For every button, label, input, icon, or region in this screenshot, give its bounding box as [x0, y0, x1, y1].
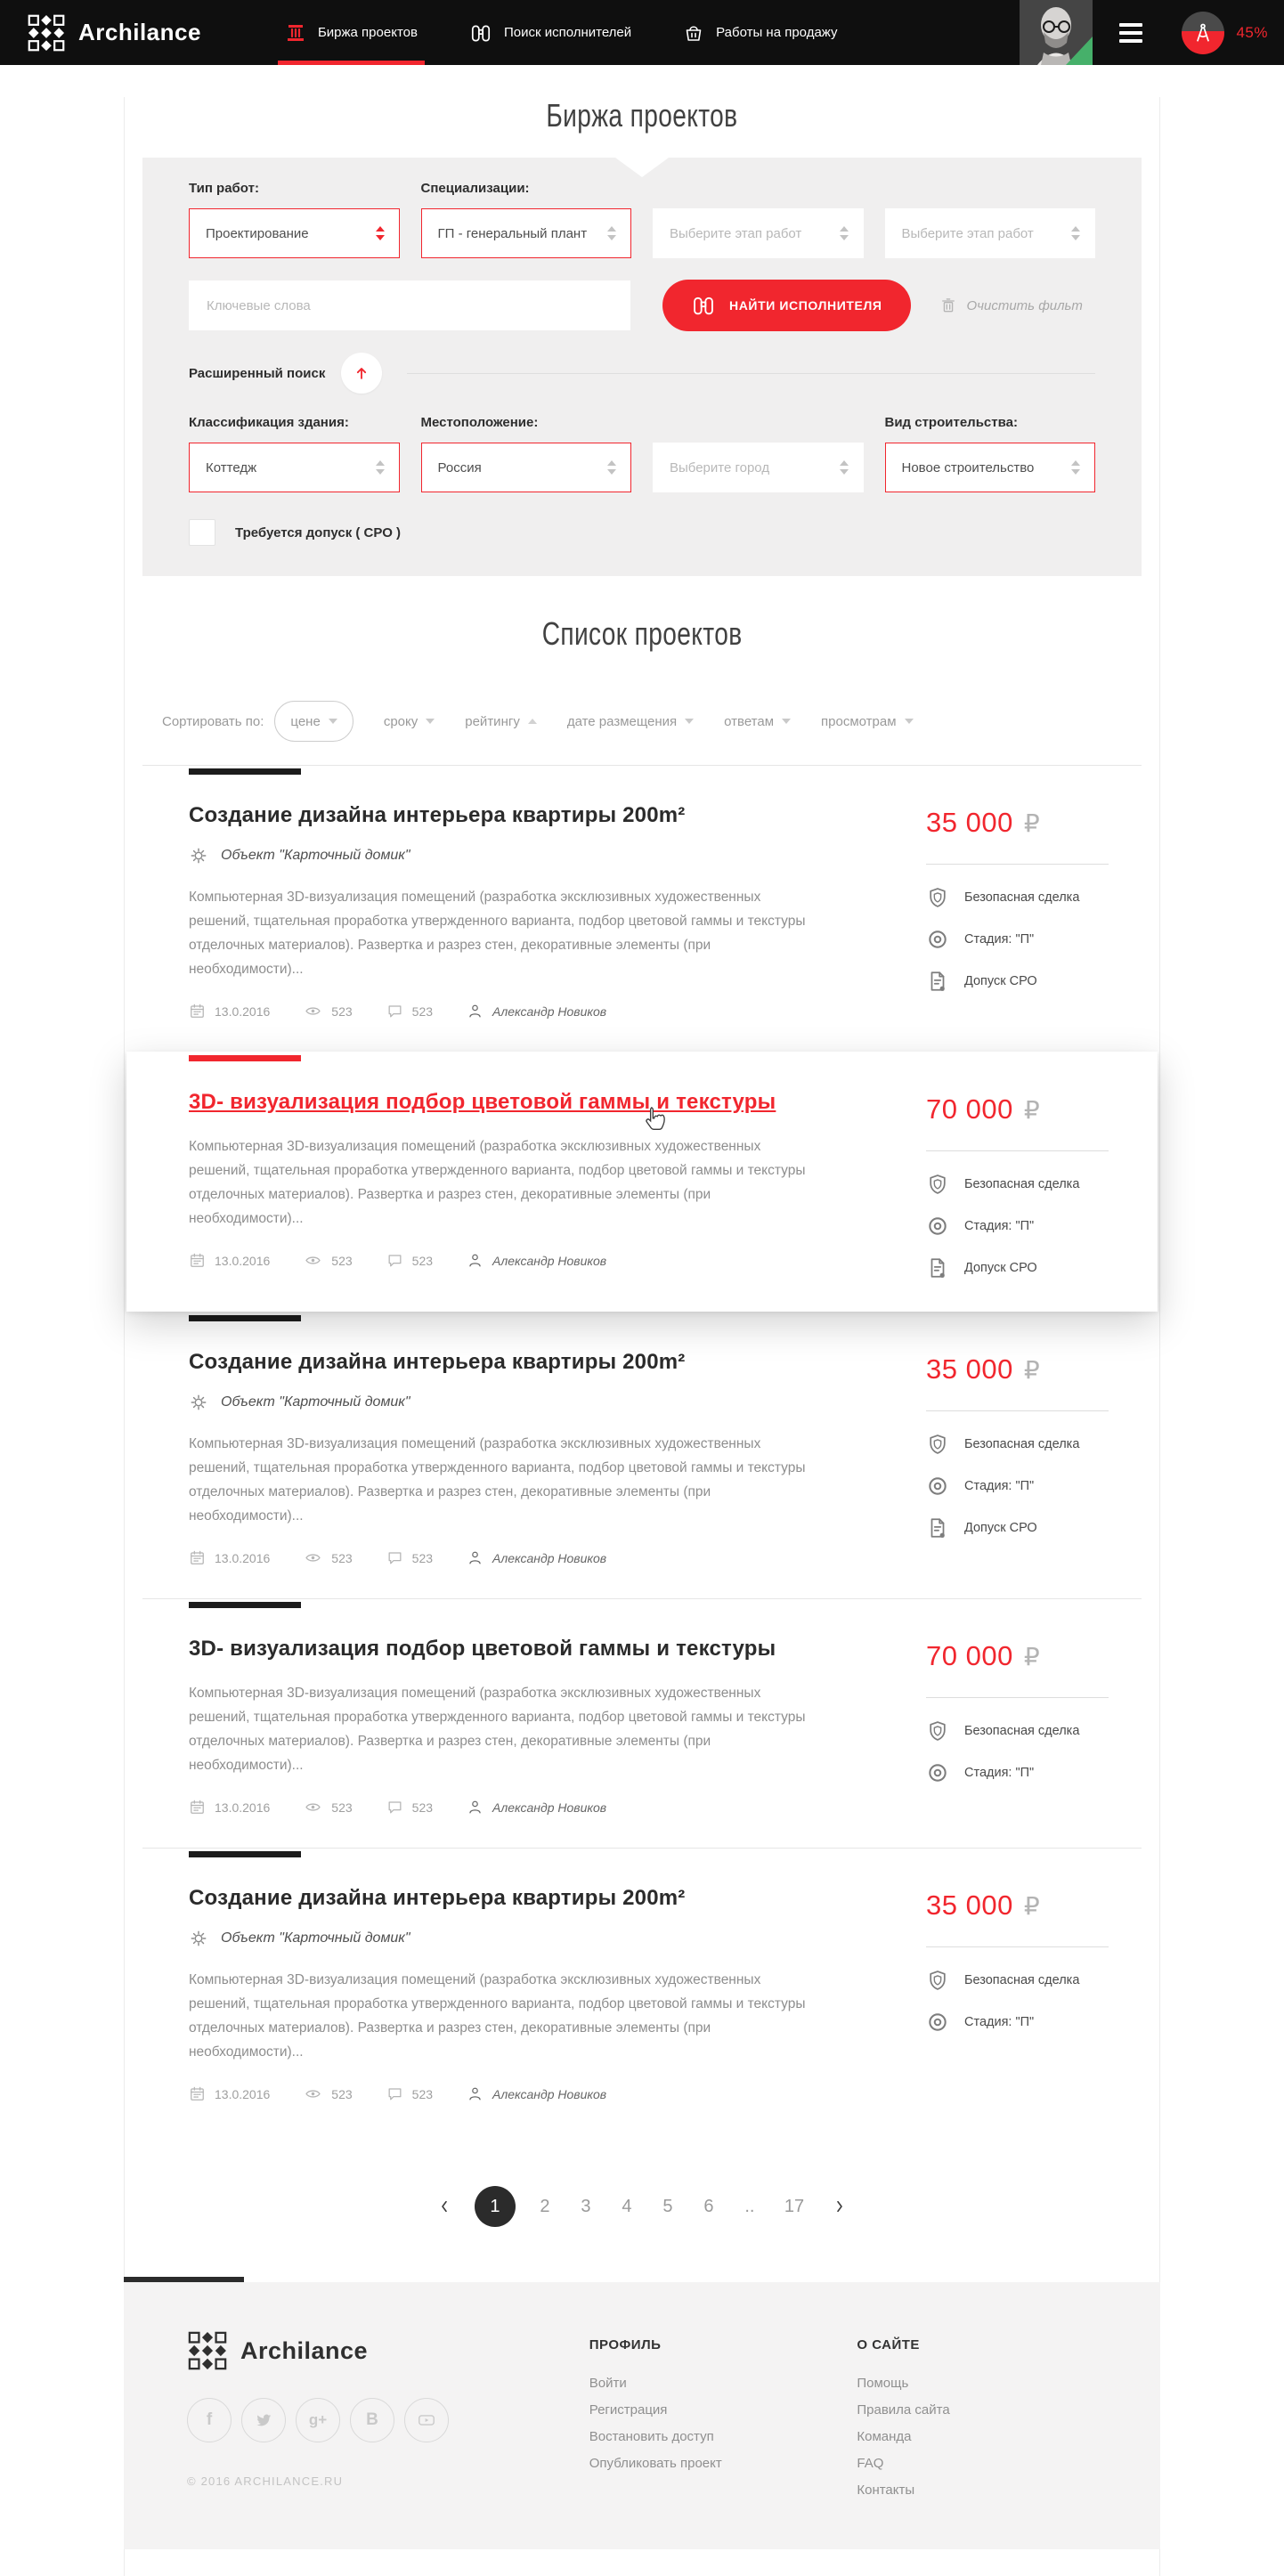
shield-icon — [926, 1173, 949, 1196]
project-card-side — [926, 1637, 1131, 1816]
arrow-up-icon — [353, 364, 370, 382]
eye-icon — [304, 1799, 322, 1816]
project-price: 35 000 — [926, 1889, 1013, 1921]
project-author-item — [467, 1252, 606, 1269]
sort-option-0[interactable] — [274, 701, 353, 742]
pagination-page-1[interactable]: 1 — [475, 2186, 516, 2227]
person-icon — [467, 1549, 484, 1566]
ruble-sign: ₽ — [1023, 1355, 1040, 1385]
hamburger-menu-icon[interactable] — [1119, 23, 1142, 43]
filter-dropdown[interactable] — [653, 443, 864, 492]
sro-checkbox-row — [189, 519, 1095, 546]
project-badge — [926, 1761, 1131, 1784]
project-author-link[interactable]: Александр Новиков — [492, 2086, 607, 2101]
sort-desc-icon — [685, 719, 694, 724]
project-badge — [926, 886, 1131, 909]
ruble-sign: ₽ — [1023, 1095, 1040, 1125]
archilance-logo-icon — [187, 2330, 228, 2371]
project-comments: 523 — [411, 1004, 434, 1019]
eye-icon — [304, 1252, 322, 1269]
project-object-row — [189, 1929, 883, 1948]
filter-label: Специализации: — [420, 181, 530, 196]
divider — [926, 1697, 1109, 1698]
project-author-link[interactable]: Александр Новиков — [492, 1004, 607, 1019]
project-badge — [926, 1969, 1131, 1992]
project-badges — [926, 886, 1131, 993]
footer-link[interactable]: Помощь — [857, 2376, 909, 2391]
project-comments-item — [386, 1549, 433, 1566]
project-card-main — [189, 1637, 926, 1816]
drafting-compass-icon — [1191, 21, 1215, 45]
divider — [926, 1946, 1109, 1947]
sort-option-label: сроку — [383, 713, 419, 729]
stage-icon — [926, 1215, 949, 1238]
divider — [407, 373, 1095, 374]
advanced-search-toggle[interactable] — [341, 353, 382, 394]
project-author-item — [467, 1799, 606, 1816]
project-views-item — [304, 1252, 352, 1269]
project-badges — [926, 1173, 1131, 1280]
dropdown-arrows-icon — [1071, 460, 1080, 475]
project-price-row — [926, 1889, 1131, 1922]
person-icon — [467, 2085, 484, 2102]
badge-label: Безопасная сделка — [964, 1437, 1080, 1451]
pagination-page-..[interactable]: .. — [744, 2196, 755, 2216]
project-views: 523 — [331, 2086, 353, 2101]
basket-icon — [683, 22, 704, 44]
calendar-icon — [189, 1252, 206, 1269]
nav-item-label: Биржа проектов — [317, 25, 418, 40]
project-comments-item — [386, 1799, 433, 1816]
filter-dropdown[interactable] — [885, 208, 1096, 258]
social-links — [187, 2398, 589, 2442]
calendar-icon — [189, 1003, 206, 1020]
footer-links — [857, 2376, 1125, 2498]
project-badges — [926, 1719, 1131, 1784]
calendar-icon — [189, 2085, 206, 2102]
pagination — [125, 2186, 1159, 2227]
footer-link[interactable]: Контакты — [857, 2483, 915, 2498]
keywords-row — [189, 280, 1095, 331]
footer-left — [187, 2330, 589, 2498]
project-badge — [926, 1215, 1131, 1238]
pagination-page-5[interactable]: 5 — [662, 2196, 673, 2216]
archilance-logo-icon — [27, 13, 66, 53]
footer-column-title: О САЙТЕ — [857, 2337, 920, 2353]
project-price-row — [926, 1093, 1131, 1125]
project-object: Объект "Карточный домик" — [221, 1394, 410, 1410]
pagination-page-2[interactable]: 2 — [540, 2196, 550, 2216]
project-badge — [926, 1516, 1131, 1540]
filter-label: Тип работ: — [189, 181, 259, 196]
stage-icon — [926, 1761, 949, 1784]
project-price: 70 000 — [926, 1093, 1013, 1125]
project-author-link[interactable]: Александр Новиков — [492, 1800, 607, 1815]
project-description: Компьютерная 3D-визуализация помещений (разработка эксклюзивных художественных решений, тщательная проработка утвержденного варианта, подбор цветовой гаммы и текстуры отделочных материалов). Развертка и разрез стен, декоративные элементы (при необходимости)... — [189, 1972, 806, 2060]
project-views-item — [304, 1003, 352, 1020]
dropdown-value: Новое строительство — [901, 459, 1035, 475]
trash-icon — [939, 297, 957, 314]
sort-desc-icon — [782, 719, 791, 724]
project-object: Объект "Карточный домик" — [221, 848, 410, 863]
filter-labels-row-1 — [189, 181, 1095, 197]
footer-brand-name: Archilance — [240, 2336, 369, 2364]
project-card — [142, 1598, 1142, 1848]
project-date: 13.0.2016 — [215, 1800, 271, 1815]
social-twitter-icon[interactable] — [241, 2398, 286, 2442]
footer-link[interactable]: Востановить доступ — [589, 2429, 714, 2444]
footer-link[interactable]: Регистрация — [589, 2402, 668, 2418]
sort-option-4[interactable] — [724, 714, 791, 729]
dropdown-value: Выберите город — [670, 459, 770, 475]
project-card-side — [926, 1350, 1131, 1566]
brand-logo[interactable] — [27, 13, 201, 53]
ruble-sign: ₽ — [1023, 809, 1040, 838]
project-card-main — [189, 803, 926, 1020]
project-meta-row — [189, 1003, 883, 1020]
filter-label: Классификация здания: — [189, 415, 349, 430]
project-badges — [926, 1969, 1131, 2034]
project-list — [142, 765, 1142, 2134]
filter-label: Вид строительства: — [884, 415, 1018, 430]
project-list-title: Список проектов — [541, 615, 743, 652]
project-meta-row — [189, 1549, 883, 1566]
footer-column-profile — [589, 2330, 857, 2498]
comment-icon — [386, 2085, 403, 2102]
dropdown-arrows-icon — [607, 460, 616, 475]
pointer-cursor-icon — [641, 1106, 668, 1141]
project-author-item — [467, 1549, 606, 1566]
nav-item-label: Поиск исполнителей — [503, 25, 632, 40]
project-object-row — [189, 846, 883, 865]
project-badge — [926, 1475, 1131, 1498]
filter-dropdown[interactable] — [421, 443, 632, 492]
dropdown-arrows-icon — [840, 226, 849, 240]
stage-icon — [926, 2011, 949, 2034]
project-object: Объект "Карточный домик" — [221, 1930, 410, 1946]
project-card — [142, 1848, 1142, 2134]
project-price-row — [926, 1640, 1131, 1672]
filter-dropdowns-row-1 — [189, 208, 1095, 258]
profile-progress-value: 45% — [1236, 23, 1268, 41]
badge-label: Безопасная сделка — [964, 890, 1080, 905]
project-badge — [926, 1256, 1131, 1280]
project-comments: 523 — [411, 1550, 434, 1565]
dropdown-arrows-icon — [376, 226, 385, 240]
sort-option-label: цене — [290, 713, 321, 729]
brand-name: Archilance — [78, 19, 201, 45]
project-badge — [926, 1433, 1131, 1456]
sort-bar — [142, 701, 1142, 742]
project-card-side — [926, 1886, 1131, 2102]
gear-icon — [189, 1393, 208, 1412]
badge-label: Стадия: "П" — [964, 1766, 1035, 1780]
footer-link[interactable]: Войти — [589, 2376, 627, 2391]
sro-document-icon — [926, 1516, 949, 1540]
project-price: 35 000 — [926, 807, 1013, 838]
project-author-link[interactable]: Александр Новиков — [492, 1253, 607, 1268]
pagination-page-3[interactable]: 3 — [581, 2196, 591, 2216]
filter-label — [653, 181, 864, 197]
project-card-main — [189, 1350, 926, 1566]
footer-brand-logo[interactable] — [187, 2330, 589, 2371]
sort-asc-icon — [528, 719, 537, 724]
project-title-link[interactable]: 3D- визуализация подбор цветовой гаммы и текстуры — [189, 1090, 776, 1114]
advanced-search-label: Расширенный поиск — [189, 365, 326, 381]
project-comments: 523 — [411, 1800, 434, 1815]
badge-label: Допуск СРО — [964, 1521, 1037, 1535]
badge-label: Стадия: "П" — [964, 932, 1035, 947]
project-date-item — [189, 1549, 270, 1566]
keywords-input[interactable] — [189, 280, 630, 330]
project-meta-row — [189, 1252, 883, 1269]
badge-label: Стадия: "П" — [964, 1479, 1035, 1493]
sort-option-5[interactable] — [821, 714, 914, 729]
dropdown-value: Проектирование — [206, 225, 309, 241]
project-views: 523 — [331, 1004, 353, 1019]
project-badge — [926, 1173, 1131, 1196]
filter-panel — [142, 158, 1142, 576]
shield-icon — [926, 886, 949, 909]
clear-filter-button[interactable]: Очистить фильт — [939, 297, 1083, 314]
project-views-item — [304, 1799, 352, 1816]
calendar-icon — [189, 1549, 206, 1566]
pagination-page-6[interactable]: 6 — [703, 2196, 714, 2216]
nav-item-label: Работы на продажу — [716, 25, 838, 40]
project-views: 523 — [331, 1253, 353, 1268]
user-avatar[interactable] — [1020, 0, 1093, 65]
page-title: Биржа проектов — [546, 97, 738, 134]
sro-checkbox-label: Требуется допуск ( СРО ) — [235, 524, 402, 540]
project-views-item — [304, 2085, 352, 2102]
filter-labels-row-2 — [189, 415, 1095, 431]
dropdown-value: Коттедж — [206, 459, 257, 475]
social-google-plus-icon[interactable]: g+ — [296, 2398, 340, 2442]
project-date-item — [189, 1003, 270, 1020]
project-views: 523 — [331, 1800, 353, 1815]
gear-icon — [189, 846, 208, 865]
project-badge — [926, 928, 1131, 951]
badge-label: Безопасная сделка — [964, 1724, 1080, 1738]
binoculars-icon — [691, 293, 716, 318]
sro-document-icon — [926, 1256, 949, 1280]
person-icon — [467, 1252, 484, 1269]
social-facebook-icon[interactable]: f — [187, 2398, 232, 2442]
comment-icon — [386, 1252, 403, 1269]
sort-option-1[interactable] — [384, 714, 435, 729]
project-comments-item — [386, 1003, 433, 1020]
sort-option-label: рейтингу — [465, 713, 520, 729]
project-card — [142, 1312, 1142, 1598]
footer-link[interactable]: Правила сайта — [857, 2402, 950, 2418]
project-comments-item — [386, 1252, 433, 1269]
project-description: Компьютерная 3D-визуализация помещений (разработка эксклюзивных художественных решений, тщательная проработка утвержденного варианта, подбор цветовой гаммы и текстуры отделочных материалов). Развертка и разрез стен, декоративные элементы (при необходимости)... — [189, 1686, 806, 1773]
project-description: Компьютерная 3D-визуализация помещений (разработка эксклюзивных художественных решений, тщательная проработка утвержденного варианта, подбор цветовой гаммы и текстуры отделочных материалов). Развертка и разрез стен, декоративные элементы (при необходимости)... — [189, 1436, 806, 1524]
pagination-prev-button[interactable] — [437, 2199, 451, 2214]
footer-column-about — [857, 2330, 1125, 2498]
stage-icon — [926, 1475, 949, 1498]
project-description: Компьютерная 3D-визуализация помещений (разработка эксклюзивных художественных решений, тщательная проработка утвержденного варианта, подбор цветовой гаммы и текстуры отделочных материалов). Развертка и разрез стен, декоративные элементы (при необходимости)... — [189, 1139, 806, 1226]
footer-links — [589, 2376, 857, 2471]
project-date-item — [189, 1252, 270, 1269]
project-price: 70 000 — [926, 1640, 1013, 1671]
project-badge — [926, 2011, 1131, 2034]
page-content-column — [124, 97, 1160, 2576]
project-price-row — [926, 807, 1131, 839]
project-card-side — [926, 1090, 1131, 1280]
project-author-link[interactable]: Александр Новиков — [492, 1550, 607, 1565]
sort-option-3[interactable] — [567, 714, 694, 729]
filter-label — [653, 415, 864, 431]
pagination-page-4[interactable]: 4 — [622, 2196, 632, 2216]
project-comments: 523 — [411, 1253, 434, 1268]
comment-icon — [386, 1549, 403, 1566]
dropdown-arrows-icon — [607, 226, 616, 240]
project-date-item — [189, 2085, 270, 2102]
sort-option-label: просмотрам — [821, 713, 897, 729]
filter-dropdown[interactable] — [421, 208, 632, 258]
dropdown-value: Выберите этап работ — [901, 225, 1034, 241]
project-meta-row — [189, 1799, 883, 1816]
badge-label: Безопасная сделка — [964, 1973, 1080, 1987]
project-date-item — [189, 1799, 270, 1816]
sort-label: Сортировать по: — [162, 713, 264, 729]
dropdown-value: Россия — [437, 459, 482, 475]
advanced-search-row — [189, 353, 1095, 394]
footer-link[interactable]: Команда — [857, 2429, 912, 2444]
calendar-icon — [189, 1799, 206, 1816]
project-card — [142, 765, 1142, 1052]
project-meta-row — [189, 2085, 883, 2102]
project-title-link[interactable]: Создание дизайна интерьера квартиры 200m² — [189, 1350, 686, 1374]
project-price-row — [926, 1353, 1131, 1386]
footer-link[interactable]: FAQ — [857, 2456, 884, 2471]
ruble-sign: ₽ — [1023, 1642, 1040, 1671]
sort-desc-icon — [905, 719, 914, 724]
project-views: 523 — [331, 1550, 353, 1565]
pagination-next-button[interactable] — [833, 2199, 847, 2214]
project-title-link[interactable]: 3D- визуализация подбор цветовой гаммы и текстуры — [189, 1637, 776, 1661]
social-youtube-icon[interactable] — [404, 2398, 449, 2442]
project-date: 13.0.2016 — [215, 1004, 271, 1019]
filter-label — [885, 181, 1096, 197]
dropdown-value: ГП - генеральный плант — [437, 225, 588, 241]
filter-dropdown[interactable] — [885, 443, 1096, 492]
project-badge — [926, 1719, 1131, 1743]
person-icon — [467, 1003, 484, 1020]
sort-desc-icon — [426, 719, 435, 724]
badge-label: Допуск СРО — [964, 974, 1037, 988]
filter-dropdown[interactable] — [189, 443, 400, 492]
eye-icon — [304, 1003, 322, 1020]
ruble-sign: ₽ — [1023, 1891, 1040, 1921]
dropdown-value: Выберите этап работ — [670, 225, 802, 241]
shield-icon — [926, 1433, 949, 1456]
nav-item-0[interactable] — [283, 0, 419, 65]
sort-option-label: дате размещения — [566, 713, 678, 729]
filter-dropdowns-row-2 — [189, 443, 1095, 492]
project-card — [126, 1052, 1158, 1312]
footer — [124, 2282, 1160, 2549]
binoculars-icon — [469, 21, 492, 45]
eye-icon — [304, 1549, 322, 1566]
project-object-row — [189, 1393, 883, 1412]
project-card-side — [926, 803, 1131, 1020]
main-nav — [283, 0, 888, 65]
project-title-link[interactable]: Создание дизайна интерьера квартиры 200m² — [189, 803, 686, 827]
comment-icon — [386, 1799, 403, 1816]
badge-label: Допуск СРО — [964, 1261, 1037, 1275]
nav-item-1[interactable] — [467, 0, 633, 65]
project-date: 13.0.2016 — [215, 1253, 271, 1268]
header-right-cluster — [1020, 0, 1284, 65]
project-date: 13.0.2016 — [215, 2086, 271, 2101]
dropdown-arrows-icon — [840, 460, 849, 475]
gear-icon — [189, 1929, 208, 1948]
social-vk-icon[interactable]: В — [350, 2398, 394, 2442]
project-author-item — [467, 2085, 606, 2102]
project-comments-item — [386, 2085, 433, 2102]
project-card-main — [189, 1090, 926, 1280]
project-title-link[interactable]: Создание дизайна интерьера квартиры 200m² — [189, 1886, 686, 1910]
comment-icon — [386, 1003, 403, 1020]
sro-checkbox[interactable] — [189, 519, 215, 546]
filter-dropdown[interactable] — [653, 208, 864, 258]
shield-icon — [926, 1719, 949, 1743]
stage-icon — [926, 928, 949, 951]
project-description: Компьютерная 3D-визуализация помещений (разработка эксклюзивных художественных решений, тщательная проработка утвержденного варианта, подбор цветовой гаммы и текстуры отделочных материалов). Развертка и разрез стен, декоративные элементы (при необходимости)... — [189, 890, 806, 977]
divider — [926, 864, 1109, 865]
top-navigation-bar — [0, 0, 1284, 65]
person-icon — [467, 1799, 484, 1816]
project-views-item — [304, 1549, 352, 1566]
project-badges — [926, 1433, 1131, 1540]
badge-label: Безопасная сделка — [964, 1177, 1080, 1191]
project-badge — [926, 970, 1131, 993]
divider — [926, 1150, 1109, 1151]
sort-desc-icon — [329, 719, 337, 724]
badge-label: Стадия: "П" — [964, 2015, 1035, 2029]
badge-label: Стадия: "П" — [964, 1219, 1035, 1233]
sort-option-label: ответам — [724, 713, 775, 729]
footer-column-title: ПРОФИЛЬ — [589, 2337, 662, 2353]
project-price: 35 000 — [926, 1353, 1013, 1385]
column-icon — [285, 22, 306, 44]
project-comments: 523 — [411, 2086, 434, 2101]
eye-icon — [304, 2085, 322, 2102]
divider — [926, 1410, 1109, 1411]
pagination-page-17[interactable]: 17 — [784, 2196, 805, 2216]
dropdown-arrows-icon — [376, 460, 385, 475]
project-card-main — [189, 1886, 926, 2102]
nav-item-2[interactable] — [681, 0, 839, 65]
profile-progress-badge[interactable] — [1182, 12, 1224, 54]
project-date: 13.0.2016 — [215, 1550, 271, 1565]
project-author-item — [467, 1003, 606, 1020]
sort-option-2[interactable] — [465, 714, 537, 729]
dropdown-arrows-icon — [1071, 226, 1080, 240]
find-performer-button[interactable]: НАЙТИ ИСПОЛНИТЕЛЯ — [662, 280, 911, 331]
copyright-text: © 2016 ARCHILANCE.RU — [187, 2474, 344, 2488]
filter-label: Местоположение: — [420, 415, 539, 430]
filter-dropdown[interactable] — [189, 208, 400, 258]
shield-icon — [926, 1969, 949, 1992]
footer-link[interactable]: Опубликовать проект — [589, 2456, 722, 2471]
sro-document-icon — [926, 970, 949, 993]
